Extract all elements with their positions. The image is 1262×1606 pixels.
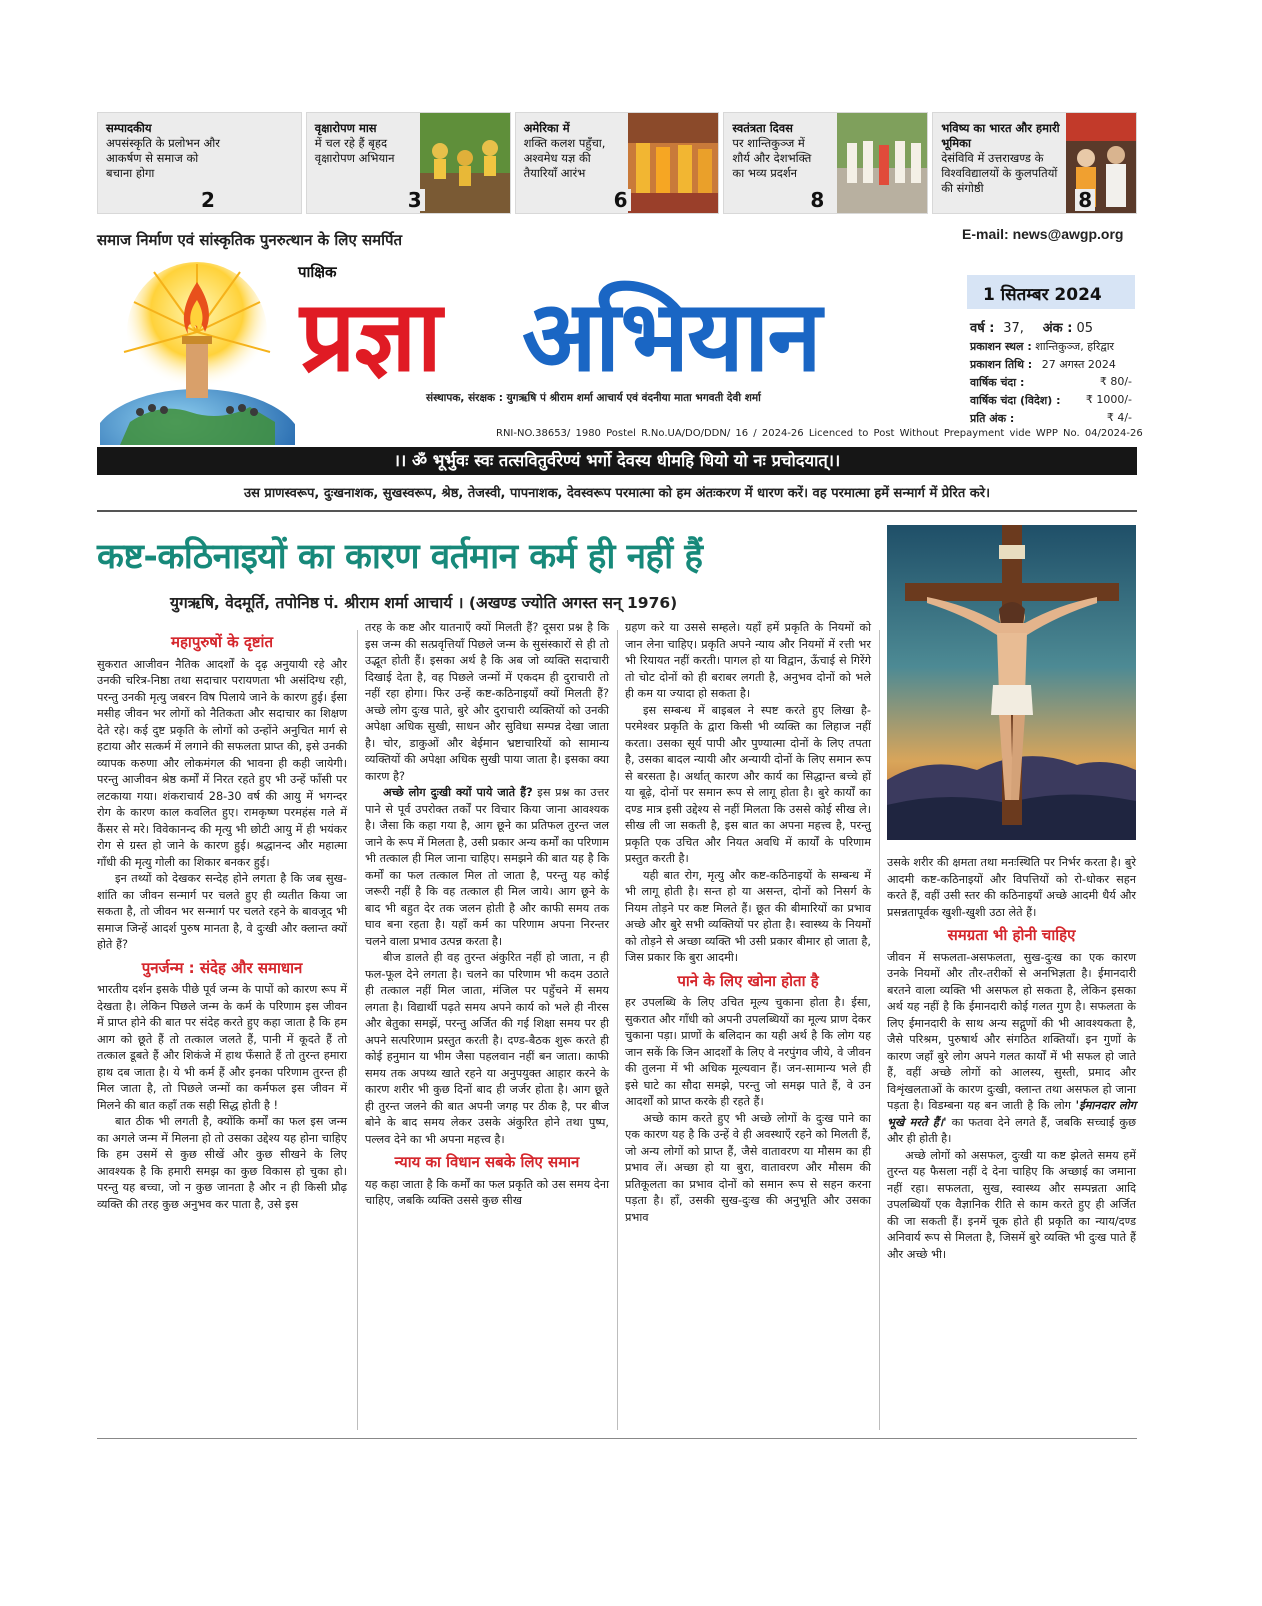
subheading: महापुरुषों के दृष्टांत (171, 633, 273, 651)
email-link[interactable]: E-mail: news@awgp.org (962, 226, 1124, 242)
paragraph: तरह के कष्ट और यातनाएँ क्यों मिलती हैं? दूसरा प्रश्न है कि इस जन्म की सत्प्रवृत्तियाँ पिछले जन्म के सुसंस्कारों से ही तो उद्भूत होती हैं। इसका अर्थ है कि अब जो व्यक्ति सदाचारी दिखाई देता है, वह पिछले जन्मों में एकदम ही दुराचारी तो नहीं रहा होगा। फिर उन्हें कष्ट-कठिनाइयाँ क्यों मिलती हैं? अच्छे लोग दुःख पाते, बुरे और दुराचारी व्यक्तियों को उनकी अपेक्षा अधिक सुखी, साधन और सुविधा सम्पन्न देखा जाता है। चोर, डाकुओं और बेईमान भ्रष्टाचारियों को सामान्य व्यक्तियों की अपेक्षा अधिक सुखी पाया जाता है। इसका क्या कारण है? (365, 621, 609, 783)
teaser-page: 8 (807, 189, 827, 211)
paragraph: उसके शरीर की क्षमता तथा मनःस्थिति पर निर्भर करता है। बुरे आदमी कष्ट-कठिनाइयों और विपत्तियों को रो-धोकर सहन करते हैं, वहीं उसी स्तर की कठिनाइयाँ अच्छे आदमी धैर्य और प्रसन्नतापूर्वक खुशी-खुशी उठा लेते हैं। (887, 856, 1136, 919)
torch-globe-emblem-icon (100, 262, 295, 445)
gayatri-mantra: ।। ॐ भूर्भुवः स्वः तत्सवितुर्वरेण्यं भर्गो देवस्य धीमहि धियो यो नः प्रचोदयात्।। (393, 451, 841, 470)
column-divider (357, 630, 358, 1430)
paragraph: हर उपलब्धि के लिए उचित मूल्य चुकाना होता है। ईसा, सुकरात और गाँधी को अपनी उपलब्धियों का मूल्य प्राण देकर चुकाना पड़ा। प्राणों के बलिदान का यही अर्थ है कि लोग यह जान सकें कि जिन आदर्शों के लिए वे नरपुंगव जीये, वे जीवन की तुलना में भी अधिक मूल्यवान हैं। जन-सामान्य भले ही इसे घाटे का सौदा समझे, परन्तु जो समझ पाते हैं, वे उन आदर्शों को प्राप्त करके ही रहते हैं। (625, 996, 871, 1108)
paragraph: सुकरात आजीवन नैतिक आदर्शों के दृढ़ अनुयायी रहे और उनकी चरित्र-निष्ठा तथा सदाचार परायणता भी असंदिग्ध रही, परन्तु उनकी मृत्यु जबरन विष पिलाये जाने के कारण हुई। ईसा मसीह जीवन भर लोगों को नैतिकता और सदाचार का शिक्षण देते रहे। कई दुष्ट प्रकृति के लोगों को उन्होंने अनुचित मार्ग से हटाया और सत्कर्म में लगाने की सफलता प्राप्त की, इसे उनकी व्यापक करुणा और लोकमंगल की भावना ही कही जायेगी। परन्तु आजीवन श्रेष्ठ कर्मों में निरत रहते हुए भी उन्हें फाँसी पर लटकाया गया। शंकराचार्य 28-30 वर्ष की आयु में भगन्दर रोग के कारण काल कवलित हुए। रामकृष्ण परमहंस गले में कैंसर से मरे। विवेकानन्द की मृत्यु भी छोटी आयु में ही भयंकर रोग से ग्रस्त हो जाने के कारण हुई। श्रद्धानन्द और महात्मा गाँधी की मृत्यु गोली का शिकार बनकर हुई। (97, 657, 347, 869)
paragraph: बीज डालते ही वह तुरन्त अंकुरित नहीं हो जाता, न ही फल-फूल देने लगता है। चलने का परिणाम भी कदम उठाते ही तत्काल नहीं मिल जाता, मंजिल पर पहुँचने में समय लगता है। विद्यार्थी पढ़ते समय अपने कार्य को भले ही नीरस और बेतुका समझें, परन्तु अर्जित की गई शिक्षा समय पर ही अपने सत्परिणाम प्रस्तुत करती है। दण्ड-बैठक शुरू करते ही कोई हनुमान या भीम जैसा पहलवान नहीं बन जाता। काफी समय तक अपथ्य खाते रहने या अनुपयुक्त आहार करने के कारण शरीर भी कुछ दिनों बाद ही जर्जर होता है। आग छूते ही तुरन्त जलने की बात अपनी जगह पर ठीक है, पर बीज बोने के बाद समय लेकर उसके अंकुरित होने तथा पुष्प, पल्लव देने का भी अपना महत्त्व है। (365, 951, 609, 1146)
teaser-plantation[interactable] (306, 112, 511, 214)
teaser-head: वृक्षारोपण मास (314, 121, 377, 135)
paragraph: बात ठीक भी लगती है, क्योंकि कर्मों का फल इस जन्म का अगले जन्म में मिलना हो तो उसका उद्देश्य यह होना चाहिए कि हम उसमें से कुछ सीखें और कुछ सीखने के लिए आवश्यक है कि हमारी समझ का कुछ विकास हो चुका हो। परन्तु यह बच्चा, जो न कुछ जानता है और न ही किसी प्रौढ़ व्यक्ति की तरह कुछ अनुभव कर पाता है, उसे इस (97, 1115, 347, 1211)
masthead-title-pragya: प्रज्ञा (300, 280, 440, 394)
paragraph: यही बात रोग, मृत्यु और कष्ट-कठिनाइयों के सम्बन्ध में भी लागू होती है। सन्त हो या असन्त, दोनों को निसर्ग के नियम तोड़ने पर कष्ट मिलते हैं। छूत की बीमारियों का प्रभाव अच्छे और बुरे सभी व्यक्तियों पर होता है। स्वास्थ्य के नियमों को तोड़ने से अच्छा व्यक्ति भी उसी प्रकार बीमार हो जाता है, जिस प्रकार कि बुरा आदमी। (625, 868, 871, 964)
volume-issue: वर्ष : 37, अंक : 05 (970, 321, 1094, 336)
teaser-head: भविष्य का भारत और हमारी भूमिका (941, 121, 1060, 150)
paragraph: इन तथ्यों को देखकर सन्देह होने लगता है कि जब सुख-शांति का जीवन सन्मार्ग पर चलते हुए ही व्यतीत किया जा सकता है, तो जीवन भर सन्मार्ग पर चलते रहने के बावजूद भी समाज जिन्हें आदर्श पुरुष मानता है, वे दुःखी और क्लान्त क्यों होते हैं? (97, 872, 347, 951)
subheading: समग्रता भी होनी चाहिए (947, 926, 1076, 944)
teaser-text: अपसंस्कृति के प्रलोभन और आकर्षण से समाज को बचाना होगा (106, 136, 220, 180)
paragraph: जीवन में सफलता-असफलता, सुख-दुःख का एक कारण उनके नियमों और तौर-तरीकों से अनभिज्ञता है। ईमानदारी बरतने वाला व्यक्ति भी असफल हो सकता है, लेकिन इसका अर्थ यह नहीं है कि ईमानदारी कोई गलत गुण है। सफलता के लिए ईमानदारी के साथ अन्य सद्गुणों की भी आवश्यकता है, जैसे परिश्रम, पुरुषार्थ और संगठित शक्तियाँ। इन गुणों के कारण जहाँ बुरे लोग अपने गलत कार्यों में भी सफल हो जाते हैं, वहीं अच्छे लोगों को आलस्य, सुस्ती, प्रमाद और विशृंखलताओं के कारण दुःखी, क्लान्त तथा असफल हो जाना पड़ता है। विडम्बना यह बन जाती है कि लोग 'ईमानदार लोग भूखे मरते हैं।' का फतवा देने लगते हैं, जबकि सच्चाई कुछ और ही होती है। (887, 950, 1137, 1145)
subheading: न्याय का विधान सबके लिए समान (394, 1153, 580, 1171)
subheading: पाने के लिए खोना होता है (677, 971, 819, 990)
article-column-2 (365, 620, 609, 1210)
issue-date: 1 सितम्बर 2024 (983, 285, 1102, 305)
teaser-independence-day[interactable] (723, 112, 928, 214)
article-column-1 (97, 628, 347, 1213)
italic-quote: 'ईमानदार लोग भूखे मरते हैं।' (887, 1099, 1137, 1129)
teaser-text: में चल रहे हैं बृहद वृक्षारोपण अभियान (314, 136, 395, 165)
publication-place: प्रकाशन स्थल : शान्तिकुञ्ज, हरिद्वार (970, 340, 1115, 353)
paragraph: यह कहा जाता है कि कर्मों का फल प्रकृति को उस समय देना चाहिए, जबकि व्यक्ति उससे कुछ सीख (365, 1177, 609, 1207)
column-divider (617, 630, 618, 1430)
article-byline: युगऋषि, वेदमूर्ति, तपोनिष्ठ पं. श्रीराम शर्मा आचार्य । (अखण्ड ज्योति अगस्त सन् 1976) (170, 594, 678, 612)
teaser-head: अमेरिका में (523, 121, 570, 135)
article-column-4 (887, 855, 1136, 1263)
divider (97, 510, 1137, 512)
bottom-divider (97, 1438, 1137, 1439)
teaser-text: शक्ति कलश पहुँचा, अश्वमेध यज्ञ की तैयारियाँ आरंभ (523, 136, 606, 180)
paragraph: अच्छे लोगों को असफल, दुःखी या कष्ट झेलते समय हमें तुरन्त यह फैसला नहीं दे देना चाहिए कि अच्छाई का जमाना नहीं रहा। सफलता, सुख, स्वास्थ्य और सम्पन्नता आदि उपलब्धियाँ एक वैज्ञानिक रीति से काम करते हुए ही अर्जित की जा सकती हैं। इनमें चूक होते ही प्रकृति का न्याय/दण्ड अनिवार्य रूप से मिलता है, जिसमें बुरे व्यक्ति भी दुःख पाते हैं और अच्छे भी। (887, 1148, 1136, 1261)
teaser-page: 2 (198, 189, 218, 211)
teaser-editorial[interactable] (97, 112, 302, 214)
inline-subheading: अच्छे लोग दुःखी क्यों पाये जाते हैं? (383, 786, 533, 799)
paragraph: ग्रहण करे या उससे सम्हले। यहाँ हमें प्रकृति के नियमों को जान लेना चाहिए। प्रकृति अपने न्याय और नियमों में रत्ती भर भी रियायत नहीं करती। पागल हो या विद्वान, ऊँचाई से गिरेंगे तो चोट दोनों को ही बराबर लगती है, अनुभव दोनों को भले ही कम या ज्यादा हो सकता है। (625, 621, 871, 700)
paragraph: इस सम्बन्ध में बाइबल ने स्पष्ट करते हुए लिखा है-परमेश्वर प्रकृति के द्वारा किसी भी व्यक्ति का लिहाज नहीं करता। उसका सूर्य पापी और पुण्यात्मा दोनों के लिए तपता है, उसका बादल न्यायी और अन्यायी दोनों के लिए समान रूप से बरसता है। अर्थात् कारण और कार्य का सिद्धान्त बच्चे हों या बूढ़े, दोनों पर समान रूप से लागू होता है। बुरे कार्यों का दण्ड मात्र इसी उद्देश्य से नहीं मिलता कि उससे कोई सीख ले। सीख ली जा सकती है, इस बात का अपना महत्त्व है, परन्तु प्रकृति एक उचित और नियत अवधि में कार्यों के परिणाम प्रस्तुत करती है। (625, 703, 871, 865)
single-copy-price: प्रति अंक : ₹ 4/- (970, 411, 1132, 425)
teaser-america[interactable] (515, 112, 720, 214)
masthead-title-abhiyan: अभियान (522, 280, 820, 394)
teaser-page: 6 (611, 189, 631, 211)
annual-subscription: वार्षिक चंदा : ₹ 80/- (970, 375, 1132, 389)
teaser-head: स्वतंत्रता दिवस (732, 121, 793, 135)
teaser-head: सम्पादकीय (106, 121, 152, 135)
teaser-text: पर शान्तिकुञ्ज में शौर्य और देशभक्ति का भव्य प्रदर्शन (732, 136, 812, 180)
periodicity-label: पाक्षिक (298, 263, 337, 281)
subheading: पुनर्जन्म : संदेह और समाधान (141, 958, 303, 977)
foreign-subscription: वार्षिक चंदा (विदेश) : ₹ 1000/- (970, 393, 1132, 407)
mantra-meaning: उस प्राणस्वरूप, दुःखनाशक, सुखस्वरूप, श्रेष्ठ, तेजस्वी, पापनाशक, देवस्वरूप परमात्मा को हम अंतःकरण में धारण करें। वह परमात्मा हमें सन्मार्ग में प्रेरित करे। (243, 486, 991, 501)
teaser-text: देसंविवि में उत्तराखण्ड के विश्वविद्यालयों के कुलपतियों की संगोष्ठी (941, 151, 1058, 195)
publication-date: प्रकाशन तिथि : 27 अगस्त 2024 (970, 358, 1116, 371)
teaser-strip (97, 112, 1137, 214)
article-headline: कष्ट-कठिनाइयों का कारण वर्तमान कर्म ही नहीं हैं (97, 537, 703, 577)
paragraph: अच्छे काम करते हुए भी अच्छे लोगों के दुःख पाने का एक कारण यह है कि उन्हें वे ही अवस्थाएँ रहने को मिलती हैं, जो अन्य लोगों को प्राप्त हैं, जैसे वातावरण या मौसम का ही प्रभाव लें। अच्छा हो या बुरा, वातावरण और मौसम की प्रतिकूलता का प्रभाव दोनों को समान रूप से सहन करना पड़ता है। हाँ, उसकी सुख-दुःख की अनुभूति और उसका प्रभाव (625, 1111, 871, 1224)
crucifixion-painting (887, 525, 1136, 840)
tagline: समाज निर्माण एवं सांस्कृतिक पुनरुत्थान के लिए समर्पित (97, 231, 403, 249)
teaser-photo (420, 113, 510, 213)
article-column-3 (625, 620, 871, 1226)
column-divider (879, 630, 880, 1430)
founders-line: संस्थापक, संरक्षक : युगऋषि पं श्रीराम शर्मा आचार्य एवं वंदनीया माता भगवती देवी शर्मा (426, 392, 761, 404)
teaser-photo (628, 113, 718, 213)
paragraph: इस प्रश्न का उत्तर पाने से पूर्व उपरोक्त तर्कों पर विचार किया जाना आवश्यक है। जैसा कि कहा गया है, आग छूने का प्रतिफल तुरन्त जल जाने के रूप में मिलता है, उसी प्रकार अन्य कर्मों का परिणाम भी तत्काल ही मिल जाना चाहिए। समझने की बात यह है कि कर्मों का फल तत्काल मिल तो जाता है, परन्तु यह कोई जरूरी नहीं है कि वह तत्काल ही मिल जाये। आग छूने के बाद भी बहुत देर तक जलन होती है और काफी समय तक घाव बना रहता है। यहाँ कर्म का परिणाम अपना निरन्तर चलने वाला प्रभाव उत्पन्न करता है। (365, 786, 610, 948)
registration-line: RNI-NO.38653/ 1980 Postel R.No.UA/DO/DDN/ 16 / 2024-26 Licenced to Post Without Prepayment vide WPP No. 04/2024-26 (496, 428, 1143, 439)
teaser-future-india[interactable] (932, 112, 1137, 214)
teaser-page: 8 (1075, 189, 1095, 211)
paragraph: भारतीय दर्शन इसके पीछे पूर्व जन्म के पापों को कारण रूप में देखता है। लेकिन पिछले जन्म के कर्म के परिणाम इस जीवन में प्राप्त होने की बात पर संदेह करते हुए कहा जाता है कि हम आग को छूते हैं तो तत्काल जलते हैं, पानी में कूदते हैं तो तत्काल डूबते हैं और शिकंजे में हाथ फँसाते हैं तो तुरन्त हमारा हाथ दब जाता है। ये भी कर्म हैं और इनका परिणाम तुरन्त ही मिल जाता है, तो पिछले जन्मों का कर्मफल इस जीवन में मिलने की बात कहाँ तक सही सिद्ध होती है ! (97, 983, 347, 1112)
teaser-photo (837, 113, 927, 213)
teaser-page: 3 (405, 189, 425, 211)
